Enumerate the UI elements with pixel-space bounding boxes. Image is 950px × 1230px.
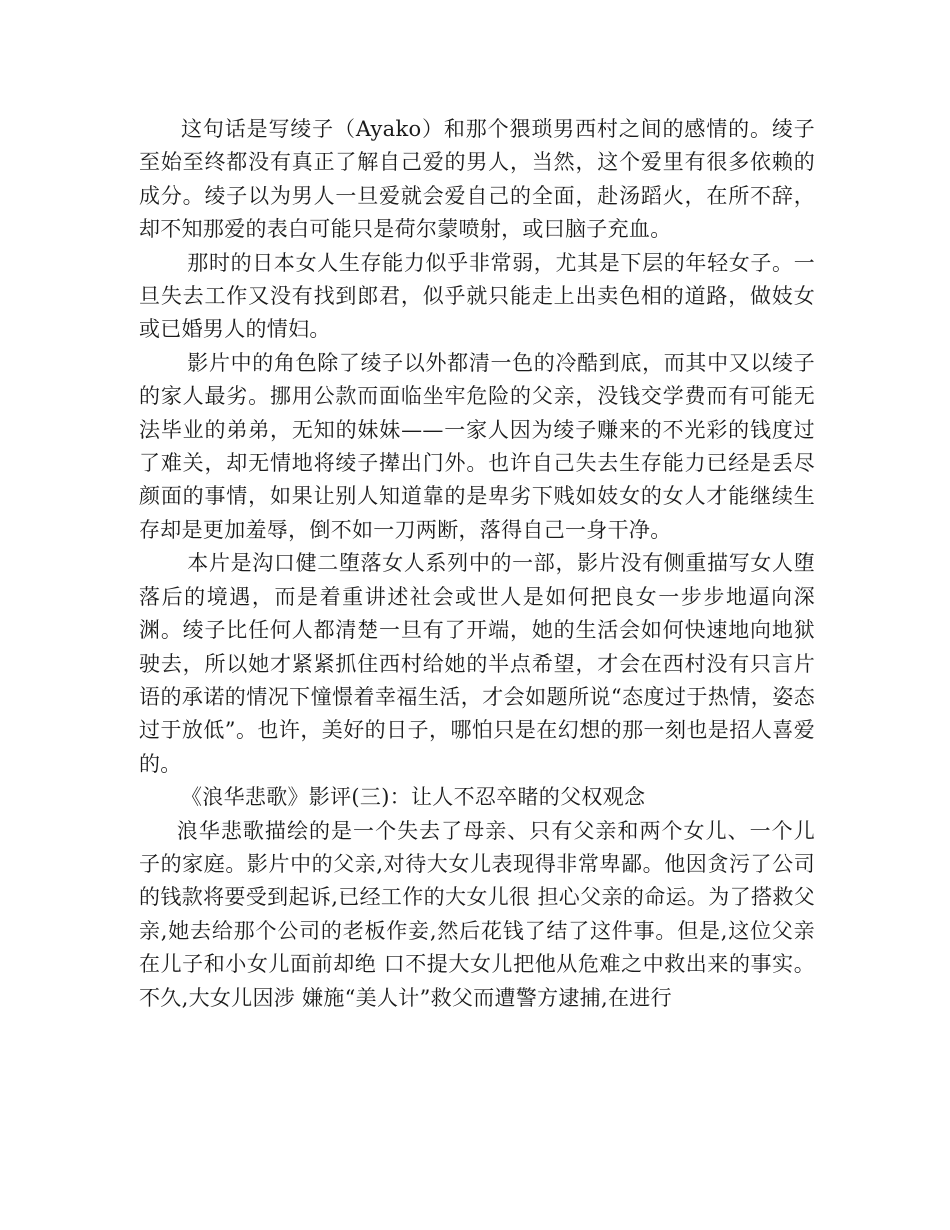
paragraph-1: 这句话是写绫子（Ayako）和那个猥琐男西村之间的感情的。绫子至始至终都没有真正了解自己爱的男人，当然，这个爱里有很多依赖的成分。绫子以为男人一旦爱就会爱自己的全面，赴汤蹈火，在所不辞，却不知那爱的表白可能只是荷尔蒙喷射，或曰脑子充血。 bbox=[139, 117, 815, 242]
paragraph-2: 那时的日本女人生存能力似乎非常弱，尤其是下层的年轻女子。一旦失去工作又没有找到郎君，似乎就只能走上出卖色相的道路，做妓女或已婚男人的情妇。 bbox=[139, 250, 815, 342]
paragraph-3: 影片中的角色除了绫子以外都清一色的冷酷到底，而其中又以绫子的家人最劣。挪用公款而面临坐牢危险的父亲，没钱交学费而有可能无法毕业的弟弟，无知的妹妹——一家人因为绫子赚来的不光彩的钱度过了难关，却无情地将绫子撵出门外。也许自己失去生存能力已经是丢尽颜面的事情，如果让别人知道靠的是卑劣下贱如妓女的女人才能继续生存却是更加羞辱，倒不如一刀两断，落得自己一身干净。 bbox=[139, 350, 815, 542]
paragraph-5: 浪华悲歌描绘的是一个失去了母亲、只有父亲和两个女儿、一个儿子的家庭。影片中的父亲,对待大女儿表现得非常卑鄙。他因贪污了公司的钱款将要受到起诉,已经工作的大女儿很 担心父亲的命运。为了搭救父亲,她去给那个公司的老板作妾,然后花钱了结了这件事。但是,这位父亲在儿子和小女儿面前却绝 口不提大女儿把他从危难之中救出来的事实。不久,大女儿因涉 嫌施“美人计”救父而遭警方逮捕,在进行 bbox=[139, 818, 815, 1010]
document-page bbox=[139, 113, 815, 1015]
paragraph-4: 本片是沟口健二堕落女人系列中的一部，影片没有侧重描写女人堕落后的境遇，而是着重讲述社会或世人是如何把良女一步步地逼向深渊。绫子比任何人都清楚一旦有了开端，她的生活会如何快速地向地狱驶去，所以她才紧紧抓住西村给她的半点希望，才会在西村没有只言片语的承诺的情况下憧憬着幸福生活，才会如题所说“态度过于热情，姿态过于放低”。也许，美好的日子，哪怕只是在幻想的那一刻也是招人喜爱的。 bbox=[139, 551, 815, 776]
section-heading: 《浪华悲歌》影评(三)：让人不忍卒睹的父权观念 bbox=[181, 785, 646, 810]
